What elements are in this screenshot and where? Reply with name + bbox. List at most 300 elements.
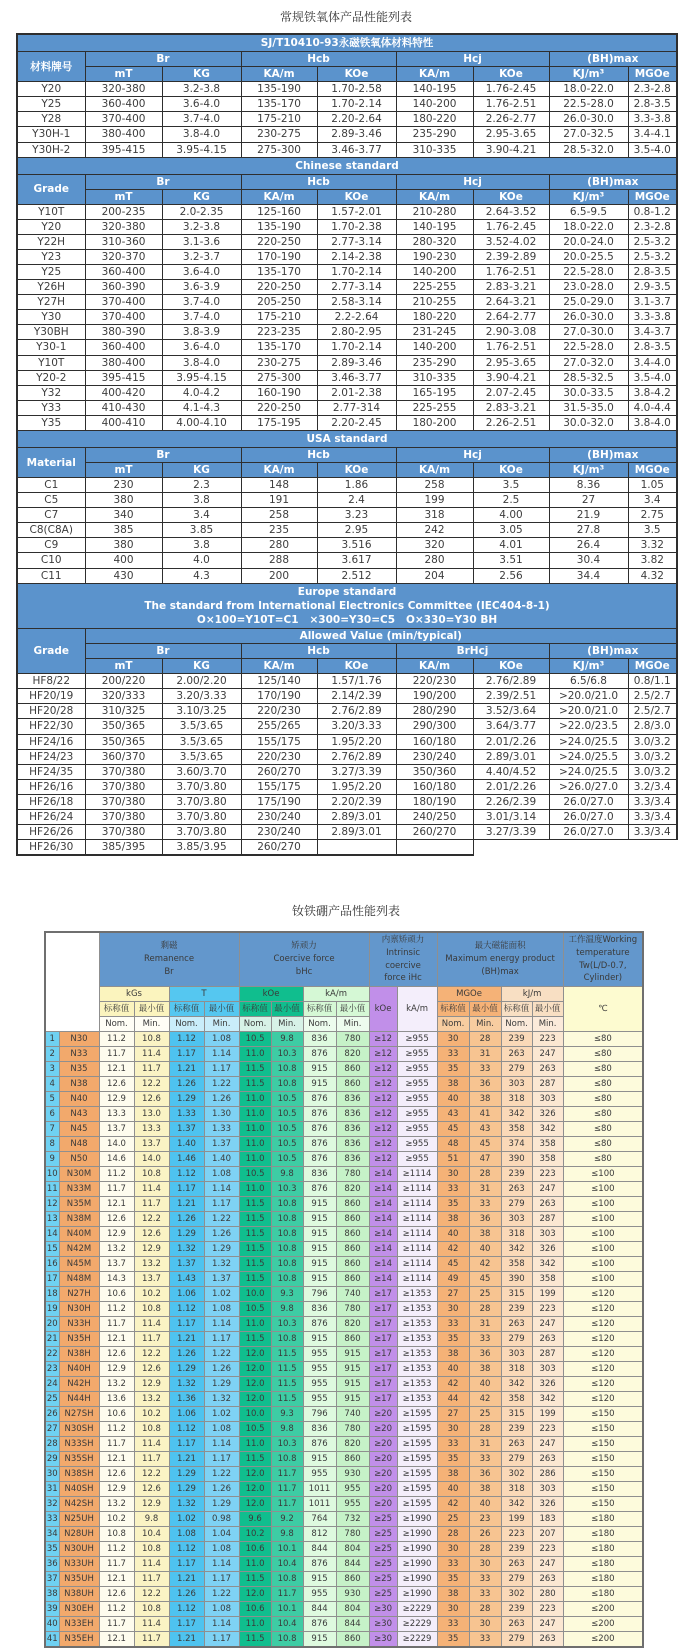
value-cell: 1.17 [204,1452,239,1467]
value-cell: 11.4 [134,1317,169,1332]
grade-cell: N40H [59,1362,99,1377]
value-cell: 3.90-4.21 [473,142,549,157]
value-cell: 11.7 [99,1182,134,1197]
value-cell: 33 [437,1317,469,1332]
value-cell: 160-190 [241,385,317,400]
value-cell: 9.8 [271,1422,303,1437]
value-cell: 125/140 [241,674,317,689]
value-cell: 10.8 [271,1332,303,1347]
value-cell: 38 [469,1227,501,1242]
value-cell: 3.5/3.65 [162,749,241,764]
value-cell: 836 [303,1032,336,1047]
value-cell: 1.29 [204,1497,239,1512]
value-cell: 915 [303,1632,336,1648]
value-cell: 199 [532,1407,563,1422]
coercive-force-header: 矫顽力 Coercive force bHc [239,932,369,987]
value-cell: 2.8-3.5 [628,97,677,112]
temp-cell: ≤120 [563,1317,643,1332]
unit-header: KA/m [241,659,317,674]
table-row [17,553,677,568]
value-cell: ≥14 [369,1272,397,1287]
value-cell: 310/325 [85,704,162,719]
value-cell: 1.29 [204,1242,239,1257]
value-cell: ≥1990 [397,1572,437,1587]
value-cell: 33 [469,1062,501,1077]
value-cell: 11.0 [239,1617,271,1632]
value-cell: 204 [396,568,473,583]
value-cell: 140-200 [396,97,473,112]
table-row [17,370,677,385]
grade-cell: N30EH [59,1602,99,1617]
table-row [45,1557,643,1572]
unit-kjm: kJ/m [501,987,563,1002]
value-cell: 11.7 [99,1557,134,1572]
value-cell: 860 [336,1632,369,1648]
temp-cell: ≤100 [563,1197,643,1212]
value-cell: 1.29 [169,1092,204,1107]
value-cell: 288 [241,553,317,568]
value-cell: 1.32 [169,1497,204,1512]
value-cell: 44 [437,1392,469,1407]
value-cell: ≥12 [369,1062,397,1077]
table-row [17,493,677,508]
minimum-cn-header: 最小值 [271,1002,303,1017]
value-cell: 1.86 [317,478,396,493]
value-cell: 14.3 [99,1272,134,1287]
grade-cell: Y30 [17,310,85,325]
temp-cell: ≤80 [563,1092,643,1107]
value-cell: ≥1114 [397,1242,437,1257]
section-title: Europe standard The standard from International Electronics Committee (IEC404-8-1) O×100=Y10T=C1 ×300=Y30=C5 O×330=Y30 BH [17,583,677,629]
value-cell: 3.4 [628,493,677,508]
row-index-cell: 4 [45,1077,59,1092]
row-index-cell: 40 [45,1617,59,1632]
value-cell: ≥14 [369,1197,397,1212]
value-cell: 12.9 [134,1497,169,1512]
value-cell: 223 [532,1422,563,1437]
value-cell: 10.2 [134,1287,169,1302]
value-cell: 400 [85,553,162,568]
value-cell: 310-360 [85,235,162,250]
value-cell: ≥14 [369,1242,397,1257]
value-cell: 38 [437,1077,469,1092]
row-index-cell: 17 [45,1272,59,1287]
value-cell: 3.2-3.8 [162,219,241,234]
value-cell: 1.08 [169,1527,204,1542]
grade-cell: HF8/22 [17,674,85,689]
group-header: Br [85,644,241,659]
row-index-cell: 37 [45,1572,59,1587]
value-cell: ≥20 [369,1497,397,1512]
grade-cell: N40M [59,1227,99,1242]
value-cell: 780 [336,1302,369,1317]
grade-cell: HF24/23 [17,749,85,764]
unit-mgoe: MGOe [437,987,501,1002]
value-cell: 45 [469,1272,501,1287]
value-cell: 210-280 [396,204,473,219]
grade-cell: C8(C8A) [17,523,85,538]
value-cell: 239 [501,1602,532,1617]
value-cell: 230/240 [241,809,317,824]
value-cell: 915 [336,1362,369,1377]
value-cell: 844 [336,1617,369,1632]
value-cell: ≥25 [369,1572,397,1587]
grade-cell: N28UH [59,1527,99,1542]
value-cell: 320-380 [85,219,162,234]
value-cell: 860 [336,1452,369,1467]
value-cell: 25.0-29.0 [549,295,628,310]
value-cell: 275-300 [241,370,317,385]
value-cell: 191 [241,493,317,508]
value-cell: 342 [532,1392,563,1407]
grade-cell: Y10T [17,204,85,219]
grade-cell: N40SH [59,1482,99,1497]
value-cell: 326 [532,1377,563,1392]
minimum-en-header: Min. [204,1017,239,1032]
value-cell: 31 [469,1317,501,1332]
row-index-cell: 3 [45,1062,59,1077]
value-cell: 247 [532,1437,563,1452]
temp-cell: ≤80 [563,1062,643,1077]
value-cell: 3.8-4.0 [162,127,241,142]
grade-cell: C10 [17,553,85,568]
grade-cell: N45 [59,1122,99,1137]
grade-cell: N27SH [59,1407,99,1422]
value-cell: ≥955 [397,1122,437,1137]
value-cell: 326 [532,1497,563,1512]
value-cell: 10.2 [239,1527,271,1542]
row-index-cell: 33 [45,1512,59,1527]
temp-cell: ≤120 [563,1347,643,1362]
value-cell: 1.43 [169,1272,204,1287]
value-cell: 350/365 [85,719,162,734]
value-cell: 1011 [303,1482,336,1497]
table-row [45,1317,643,1332]
value-cell: 4.1-4.3 [162,400,241,415]
value-cell: 239 [501,1542,532,1557]
value-cell: 342 [501,1497,532,1512]
value-cell: 40 [437,1092,469,1107]
group-header: Hcj [396,448,549,463]
ferrite-performance-table [16,33,678,856]
value-cell: 13.2 [134,1257,169,1272]
minimum-en-header: Min. [134,1017,169,1032]
value-cell: 3.1-3.6 [162,235,241,250]
value-cell: 230/240 [241,824,317,839]
value-cell: 27 [549,493,628,508]
value-cell: ≥1353 [397,1317,437,1332]
value-cell: 915 [303,1257,336,1272]
table-row [17,689,677,704]
value-cell: 4.3 [162,568,241,583]
value-cell: 26 [469,1527,501,1542]
value-cell: 2.5/2.7 [628,704,677,719]
value-cell: 12.6 [99,1077,134,1092]
value-cell: 1.14 [204,1557,239,1572]
value-cell: 28 [437,1527,469,1542]
value-cell: 12.6 [134,1482,169,1497]
intrinsic-coercive-header: 内禀矫顽力 Intrinsic coercive force iHc [369,932,437,987]
value-cell: 1.95/2.20 [317,779,396,794]
corner-cell [45,932,99,1032]
ndfeb-performance-table [44,931,644,1648]
value-cell: 10.0 [239,1287,271,1302]
value-cell: 1.21 [169,1332,204,1347]
group-header: (BH)max [549,52,677,67]
value-cell: 342 [532,1257,563,1272]
value-cell: 140-200 [396,340,473,355]
value-cell: 3.27/3.39 [473,824,549,839]
value-cell: 10.8 [271,1242,303,1257]
value-cell: 2.5/2.7 [628,689,677,704]
value-cell: 1.76-2.45 [473,82,549,97]
row-index-cell: 5 [45,1092,59,1107]
value-cell: 1.02 [204,1287,239,1302]
value-cell: 876 [303,1122,336,1137]
value-cell: 33 [437,1047,469,1062]
value-cell: 1.22 [204,1212,239,1227]
value-cell: 36 [469,1212,501,1227]
value-cell: 303 [532,1092,563,1107]
value-cell: 3.4-4.1 [628,127,677,142]
temp-cell: ≤120 [563,1332,643,1347]
value-cell: 263 [532,1197,563,1212]
value-cell: ≥955 [397,1152,437,1167]
value-cell: 836 [336,1122,369,1137]
unit-header: MGOe [628,189,677,204]
value-cell: 2.80-2.95 [317,325,396,340]
value-cell: 1.21 [169,1062,204,1077]
value-cell: 320/333 [85,689,162,704]
value-cell: 28 [469,1167,501,1182]
value-cell: 239 [501,1032,532,1047]
table-row [17,325,677,340]
value-cell: ≥17 [369,1302,397,1317]
value-cell: >20.0/21.0 [549,704,628,719]
nominal-en-header: Nom. [99,1017,134,1032]
value-cell: 180/190 [396,794,473,809]
value-cell: 28 [469,1032,501,1047]
nominal-cn-header: 标称值 [99,1002,134,1017]
value-cell: 303 [501,1347,532,1362]
value-cell: 175-210 [241,112,317,127]
table-row [17,265,677,280]
value-cell: ≥14 [369,1257,397,1272]
value-cell: 10.0 [239,1407,271,1422]
value-cell: 263 [532,1632,563,1648]
value-cell: 360/370 [85,749,162,764]
value-cell: 2.01/2.26 [473,734,549,749]
value-cell: 247 [532,1182,563,1197]
value-cell: 40 [469,1242,501,1257]
table-row [45,1137,643,1152]
value-cell: 320-370 [85,250,162,265]
table-row [17,508,677,523]
value-cell: 732 [336,1512,369,1527]
value-cell: 876 [303,1182,336,1197]
value-cell: 33 [437,1182,469,1197]
value-cell: 199 [501,1512,532,1527]
grade-cell: N27H [59,1287,99,1302]
value-cell: 125-160 [241,204,317,219]
value-cell: 358 [501,1257,532,1272]
value-cell: 12.6 [99,1347,134,1362]
value-cell: 280-320 [396,235,473,250]
value-cell: 35 [437,1452,469,1467]
value-cell: 836 [303,1422,336,1437]
value-cell: 11.0 [239,1107,271,1122]
value-cell: 231-245 [396,325,473,340]
value-cell: 10.3 [271,1317,303,1332]
value-cell: 796 [303,1407,336,1422]
value-cell: ≥1595 [397,1422,437,1437]
value-cell: 239 [501,1167,532,1182]
grade-cell: N38SH [59,1467,99,1482]
value-cell: 860 [336,1197,369,1212]
working-temperature-header: 工作温度Working temperature Tw(L/D-0.7, Cylinder) [563,932,643,987]
value-cell: 242 [396,523,473,538]
value-cell: 10.4 [134,1527,169,1542]
table-row [17,82,677,97]
value-cell: 1.02 [204,1407,239,1422]
value-cell: 10.5 [239,1422,271,1437]
value-cell: 27.0-32.0 [549,355,628,370]
table-row [17,463,677,478]
unit-header: KA/m [396,659,473,674]
temp-cell: ≤120 [563,1287,643,1302]
value-cell: 4.0-4.2 [162,385,241,400]
value-cell: 1.76-2.51 [473,97,549,112]
value-cell: 22.5-28.0 [549,265,628,280]
value-cell: 860 [336,1227,369,1242]
value-cell: 3.46-3.77 [317,142,396,157]
value-cell: 3.516 [317,538,396,553]
minimum-en-header: Min. [271,1017,303,1032]
value-cell: 11.4 [134,1617,169,1632]
value-cell: 235-290 [396,127,473,142]
value-cell: 12.1 [99,1452,134,1467]
value-cell: 1.32 [204,1392,239,1407]
value-cell: 1.08 [204,1542,239,1557]
value-cell: 2.89-3.46 [317,355,396,370]
row-index-cell: 41 [45,1632,59,1648]
value-cell: 12.6 [134,1362,169,1377]
value-cell: 36 [469,1077,501,1092]
unit-ihc-koe: kOe [369,987,397,1032]
grade-cell: N35UH [59,1572,99,1587]
value-cell: 10.5 [271,1122,303,1137]
grade-cell: N30H [59,1302,99,1317]
value-cell: 28 [469,1422,501,1437]
value-cell: 140-195 [396,219,473,234]
value-cell: 13.7 [99,1122,134,1137]
value-cell: ≥1114 [397,1167,437,1182]
table-row [17,478,677,493]
value-cell: 2.3-2.8 [628,219,677,234]
unit-t: T [169,987,239,1002]
ndfeb-table-title: 钕铁硼产品性能列表 [291,904,400,919]
value-cell: 14.0 [134,1152,169,1167]
table-row [17,704,677,719]
unit-header: KOe [473,659,549,674]
value-cell: 10.5 [239,1167,271,1182]
value-cell: 30 [437,1302,469,1317]
value-cell: 1.17 [204,1572,239,1587]
value-cell: 380 [85,493,162,508]
grade-cell: HF22/30 [17,719,85,734]
value-cell: 1.08 [204,1602,239,1617]
value-cell: 10.2 [99,1512,134,1527]
value-cell: 350/365 [85,734,162,749]
value-cell: 2.07-2.45 [473,385,549,400]
value-cell: 2.00/2.20 [162,674,241,689]
value-cell: 11.2 [99,1302,134,1317]
value-cell: 764 [303,1512,336,1527]
row-index-cell: 21 [45,1332,59,1347]
value-cell: 38 [469,1482,501,1497]
value-cell: 820 [336,1317,369,1332]
value-cell: 25 [469,1407,501,1422]
value-cell: 49 [437,1272,469,1287]
grade-cell: Y22H [17,235,85,250]
value-cell: 3.0/3.2 [628,764,677,779]
value-cell: 3.8 [162,493,241,508]
value-cell: 33 [437,1557,469,1572]
value-cell: 836 [336,1107,369,1122]
value-cell: 10.8 [134,1422,169,1437]
row-index-cell: 20 [45,1317,59,1332]
value-cell: 400-410 [85,415,162,430]
value-cell: 302 [501,1587,532,1602]
value-cell: 220/230 [241,704,317,719]
value-cell: 1.26 [169,1587,204,1602]
value-cell: 263 [501,1617,532,1632]
value-cell: 10.8 [271,1197,303,1212]
grade-cell: C1 [17,478,85,493]
value-cell: 11.0 [239,1047,271,1062]
value-cell: 2.95 [317,523,396,538]
value-cell: 360-400 [85,265,162,280]
value-cell: 1.14 [204,1437,239,1452]
table-row [17,67,677,82]
value-cell: 28 [469,1602,501,1617]
group-header: Br [85,52,241,67]
value-cell: 11.7 [134,1572,169,1587]
row-index-cell: 36 [45,1557,59,1572]
value-cell: 280 [396,553,473,568]
grade-cell: Y33 [17,400,85,415]
value-cell: 915 [303,1332,336,1347]
value-cell: 13.2 [134,1392,169,1407]
value-cell: 175-210 [241,310,317,325]
grade-cell: N48 [59,1137,99,1152]
value-cell: 11.2 [99,1542,134,1557]
value-cell: 20.0-24.0 [549,235,628,250]
row-index-cell: 24 [45,1377,59,1392]
value-cell: 6.5/6.8 [549,674,628,689]
grade-cell: N45M [59,1257,99,1272]
grade-cell: N35EH [59,1632,99,1648]
value-cell: ≥1353 [397,1362,437,1377]
value-cell: 2.89/3.01 [317,824,396,839]
value-cell: ≥1114 [397,1257,437,1272]
value-cell: ≥12 [369,1047,397,1062]
column-label-header: Grade [17,629,85,674]
value-cell: 395-415 [85,370,162,385]
value-cell: 1.29 [169,1227,204,1242]
value-cell: 11.7 [99,1317,134,1332]
value-cell: 25 [469,1287,501,1302]
